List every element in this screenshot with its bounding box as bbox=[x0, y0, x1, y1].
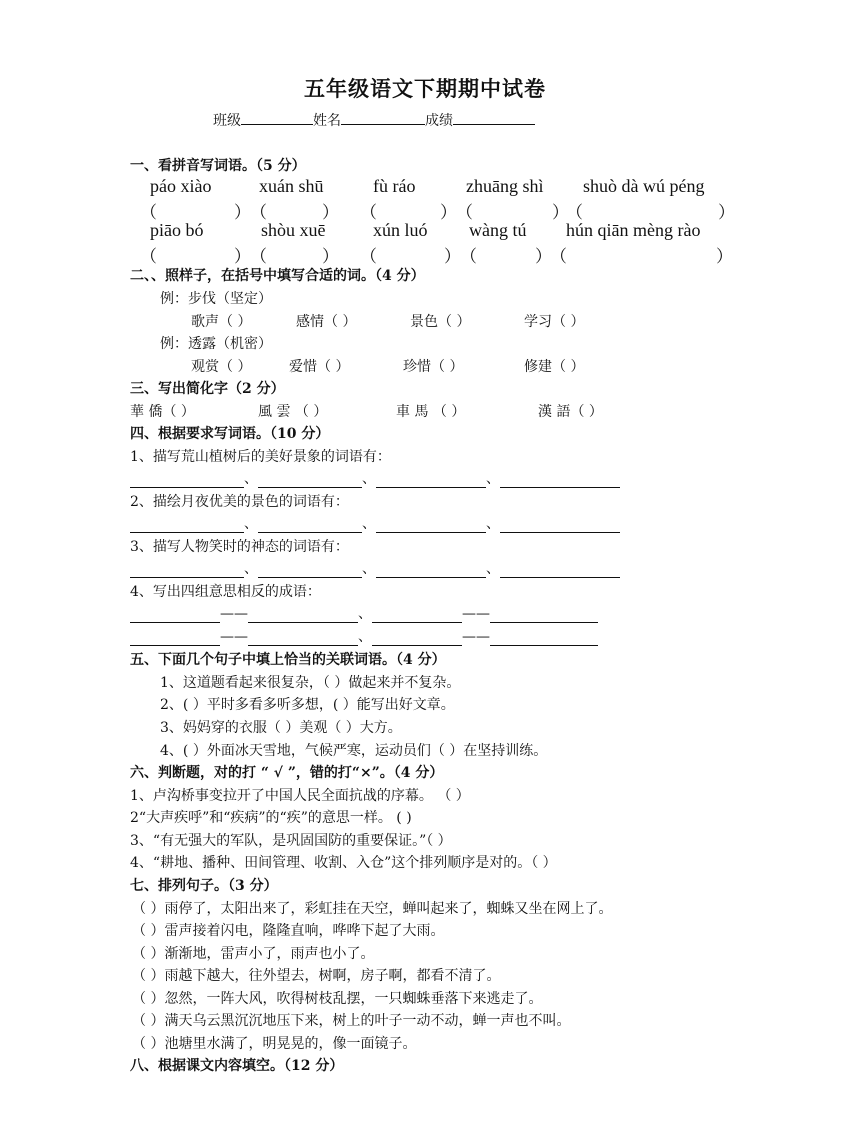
paren-open: （ bbox=[250, 247, 267, 267]
answer-blank[interactable] bbox=[258, 516, 362, 533]
conjunction-question: 3、妈妈穿的衣服（ ）美观（ ）大方。 bbox=[160, 720, 402, 736]
fill-item: 珍惜（ ） bbox=[403, 359, 464, 375]
answer-blank[interactable] bbox=[500, 471, 620, 488]
section-3-heading: 三、写出简化字（2 分） bbox=[130, 381, 285, 397]
fill-item: 歌声（ ） bbox=[191, 314, 252, 330]
true-false-question: 4、“耕地、播种、田间管理、收割、入仓”这个排列顺序是对的。（ ） bbox=[130, 855, 557, 871]
blank-row: 、 、 、 bbox=[130, 513, 620, 533]
answer-blank[interactable] bbox=[376, 471, 486, 488]
paren-close: ） bbox=[440, 203, 457, 223]
paren-open: （ bbox=[550, 247, 567, 267]
paren-close: ） bbox=[322, 247, 339, 267]
answer-blank[interactable] bbox=[376, 561, 486, 578]
pinyin-item: zhuāng shì bbox=[466, 176, 544, 196]
true-false-question: 3、“有无强大的军队，是巩固国防的重要保证。”（ ） bbox=[130, 833, 452, 849]
fill-item: 修建（ ） bbox=[524, 359, 585, 375]
pinyin-item: xuán shū bbox=[259, 176, 324, 196]
blank-row: 、 、 、 bbox=[130, 468, 620, 488]
section-8-heading: 八、根据课文内容填空。（12 分） bbox=[130, 1058, 344, 1074]
idiom-pair-row: —— 、 —— bbox=[130, 603, 598, 623]
blank-row: 、 、 、 bbox=[130, 558, 620, 578]
idiom-pair-row: —— 、 —— bbox=[130, 626, 598, 646]
section-1-heading: 一、看拼音写词语。（5 分） bbox=[130, 158, 306, 174]
pinyin-item: shuò dà wú péng bbox=[583, 176, 705, 196]
ordering-sentence: （ ）雨停了，太阳出来了，彩虹挂在天空，蝉叫起来了，蜘蛛又坐在网上了。 bbox=[132, 901, 613, 917]
answer-blank[interactable] bbox=[490, 629, 598, 646]
ordering-sentence: （ ）满天乌云黑沉沉地压下来，树上的叶子一动不动，蝉一声也不叫。 bbox=[132, 1013, 571, 1029]
answer-blank[interactable] bbox=[130, 629, 220, 646]
question-4-2: 2、描绘月夜优美的景色的词语有： bbox=[130, 494, 349, 510]
simplify-item: 華 僑（ ） bbox=[130, 404, 195, 420]
answer-blank[interactable] bbox=[258, 561, 362, 578]
answer-blank[interactable] bbox=[372, 629, 462, 646]
simplify-item: 車 馬 （ ） bbox=[396, 404, 466, 420]
answer-blank[interactable] bbox=[130, 471, 244, 488]
name-blank[interactable] bbox=[341, 110, 425, 125]
ordering-sentence: （ ）池塘里水满了，明晃晃的，像一面镜子。 bbox=[132, 1036, 417, 1052]
section-2-heading: 二、、照样子，在括号中填写合适的词。（4 分） bbox=[130, 268, 425, 284]
simplify-item: 漢 語（ ） bbox=[538, 404, 603, 420]
paren-close: ） bbox=[718, 203, 735, 223]
answer-blank[interactable] bbox=[248, 629, 358, 646]
paren-open: （ bbox=[360, 247, 377, 267]
ordering-sentence: （ ）渐渐地，雷声小了，雨声也小了。 bbox=[132, 946, 375, 962]
answer-blank[interactable] bbox=[130, 561, 244, 578]
paren-open: （ bbox=[456, 203, 473, 223]
pinyin-item: wàng tú bbox=[469, 220, 527, 240]
answer-blank[interactable] bbox=[258, 471, 362, 488]
paren-open: （ bbox=[460, 247, 477, 267]
fill-item: 爱惜（ ） bbox=[289, 359, 350, 375]
conjunction-question: 1、这道题看起来很复杂，（ ）做起来并不复杂。 bbox=[160, 675, 461, 691]
pinyin-item: páo xiào bbox=[150, 176, 212, 196]
paren-close: ） bbox=[552, 203, 569, 223]
name-label: 姓名 bbox=[313, 113, 341, 129]
example-line: 例：透露（机密） bbox=[160, 336, 272, 352]
paren-open: （ bbox=[250, 203, 267, 223]
paren-open: （ bbox=[360, 203, 377, 223]
paren-close: ） bbox=[444, 247, 461, 267]
paren-close: ） bbox=[234, 247, 251, 267]
ordering-sentence: （ ）雨越下越大，往外望去，树啊，房子啊，都看不清了。 bbox=[132, 968, 501, 984]
answer-blank[interactable] bbox=[500, 516, 620, 533]
true-false-question: 2“大声疾呼”和“疾病”的“疾”的意思一样。 ( ) bbox=[130, 810, 412, 826]
section-5-heading: 五、下面几个句子中填上恰当的关联词语。（4 分） bbox=[130, 652, 446, 668]
pinyin-item: piāo bó bbox=[150, 220, 204, 240]
answer-blank[interactable] bbox=[248, 606, 358, 623]
paren-open: （ bbox=[566, 203, 583, 223]
class-blank[interactable] bbox=[241, 110, 313, 125]
example-line: 例：步伐（坚定） bbox=[160, 291, 272, 307]
score-label: 成绩 bbox=[425, 113, 453, 129]
fill-item: 观赏（ ） bbox=[191, 359, 252, 375]
answer-blank[interactable] bbox=[376, 516, 486, 533]
paren-open: （ bbox=[140, 247, 157, 267]
paren-close: ） bbox=[234, 203, 251, 223]
score-blank[interactable] bbox=[453, 110, 535, 125]
pinyin-item: fù ráo bbox=[373, 176, 416, 196]
answer-blank[interactable] bbox=[490, 606, 598, 623]
section-7-heading: 七、排列句子。（3 分） bbox=[130, 878, 278, 894]
paren-close: ） bbox=[716, 247, 733, 267]
fill-item: 感情（ ） bbox=[296, 314, 357, 330]
class-label: 班级 bbox=[213, 113, 241, 129]
paren-close: ） bbox=[322, 203, 339, 223]
conjunction-question: 4、( ）外面冰天雪地，气候严寒，运动员们（ ）在坚持训练。 bbox=[160, 743, 548, 759]
question-4-4: 4、写出四组意思相反的成语： bbox=[130, 584, 321, 600]
answer-blank[interactable] bbox=[130, 516, 244, 533]
fill-item: 景色（ ） bbox=[410, 314, 471, 330]
true-false-question: 1、卢沟桥事变拉开了中国人民全面抗战的序幕。 （ ） bbox=[130, 788, 470, 804]
fill-item: 学习（ ） bbox=[524, 314, 585, 330]
page-title: 五年级语文下期期中试卷 bbox=[304, 76, 546, 101]
answer-blank[interactable] bbox=[500, 561, 620, 578]
pinyin-item: hún qiān mèng rào bbox=[566, 220, 701, 240]
simplify-item: 風 雲 （ ） bbox=[258, 404, 328, 420]
ordering-sentence: （ ）雷声接着闪电，隆隆直响，哗哗下起了大雨。 bbox=[132, 923, 445, 939]
ordering-sentence: （ ）忽然，一阵大风，吹得树枝乱摆，一只蜘蛛垂落下来逃走了。 bbox=[132, 991, 543, 1007]
question-4-3: 3、描写人物笑时的神态的词语有： bbox=[130, 539, 349, 555]
student-info-line bbox=[213, 110, 535, 130]
answer-blank[interactable] bbox=[130, 606, 220, 623]
pinyin-item: xún luó bbox=[373, 220, 428, 240]
paren-open: （ bbox=[140, 203, 157, 223]
pinyin-item: shòu xuē bbox=[261, 220, 326, 240]
section-4-heading: 四、根据要求写词语。（10 分） bbox=[130, 426, 330, 442]
paren-close: ） bbox=[535, 247, 552, 267]
section-6-heading: 六、判断题，对的打 “ √ ”，错的打“×”。（4 分） bbox=[130, 765, 444, 781]
question-4-1: 1、描写荒山植树后的美好景象的词语有： bbox=[130, 449, 391, 465]
conjunction-question: 2、( ）平时多看多听多想，( ）能写出好文章。 bbox=[160, 697, 455, 713]
answer-blank[interactable] bbox=[372, 606, 462, 623]
